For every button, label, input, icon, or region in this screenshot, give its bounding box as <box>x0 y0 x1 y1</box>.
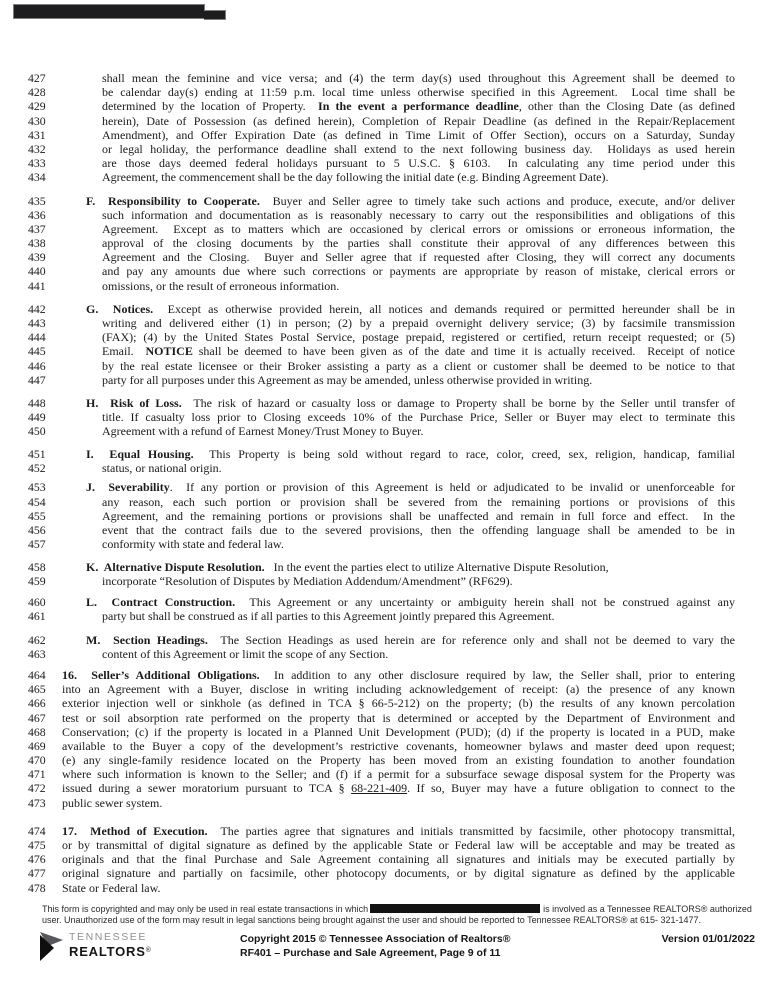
line-text <box>102 316 735 330</box>
line-text <box>62 739 735 753</box>
doc-line <box>0 114 772 128</box>
line-text <box>62 696 735 710</box>
doc-line <box>0 852 772 866</box>
doc-line <box>0 781 772 795</box>
doc-line <box>0 509 772 523</box>
line-text <box>86 194 735 208</box>
line-number: 462 <box>28 632 46 647</box>
line-number: 453 <box>28 480 46 495</box>
text-segment: into an Agreement with a Buyer, disclose in writing including acknowledgement of receipt: (a) the presence of any known <box>62 682 735 697</box>
line-number: 429 <box>28 99 46 114</box>
text-segment: be calendar day(s) ending at 11:59 p.m. local time unless otherwise specified in this Agreement. Local time shall be <box>102 85 735 100</box>
line-text <box>102 574 735 588</box>
line-number: 463 <box>28 646 46 661</box>
line-number: 450 <box>28 424 46 439</box>
line-number: 451 <box>28 446 46 461</box>
line-number: 473 <box>28 795 46 810</box>
fine-print-line1-pre: This form is copyrighted and may only be used in real estate transactions in which <box>42 904 369 914</box>
line-number: 456 <box>28 522 46 537</box>
text-segment: where such information is known to the Seller; and (f) if a permit for a subsurface sewage disposal system for the Property was <box>62 767 735 782</box>
line-text <box>102 114 735 128</box>
line-number: 475 <box>28 838 46 852</box>
doc-line <box>0 85 772 99</box>
line-text <box>62 838 735 852</box>
doc-line <box>0 495 772 509</box>
text-segment: determined by the location of Property. <box>102 99 319 114</box>
doc-line <box>0 250 772 264</box>
doc-line <box>0 396 772 410</box>
text-segment: Buyer and Seller agree to timely take such actions and produce, execute, and/or deliver <box>259 193 735 208</box>
doc-line <box>0 236 772 250</box>
doc-line <box>0 767 772 781</box>
line-number: 447 <box>28 372 46 387</box>
line-number: 470 <box>28 753 46 768</box>
line-number: 442 <box>28 301 46 316</box>
text-segment: party for all purposes under this Agreement as may be amended, unless otherwise provided in writing. <box>102 372 593 387</box>
text-segment: Agreement, the commencement shall be the day following the initial date (e.g. Binding Agreement Date). <box>102 170 609 185</box>
line-text <box>86 595 735 609</box>
text-segment: Agreement and the Closing. Buyer and Seller agree that if requested after Closing, they will correct any documents <box>102 250 735 265</box>
line-text <box>102 461 735 475</box>
text-segment: shall be deemed to have been given as of the date and time it is actually received. Receipt of notice <box>192 344 735 359</box>
text-segment: or by transmittal of digital signature as defined by the applicable State or Federal law will be acceptable and may be treated as <box>62 838 735 852</box>
line-text <box>62 824 735 838</box>
line-text <box>86 302 735 316</box>
line-text <box>102 222 735 236</box>
text-segment: Amendment), and Offer Expiration Date (as defined in Time Limit of Offer Section), occurs on a Saturday, Sunday <box>102 127 735 142</box>
text-segment: and pay any amounts due where such corrections or payments are appropriate by reason of mistake, clerical errors or <box>102 264 735 279</box>
line-text <box>102 71 735 85</box>
line-number: 440 <box>28 264 46 279</box>
doc-line <box>0 302 772 316</box>
text-segment: The Section Headings as used herein are for reference only and shall not be deemed to vary the <box>207 632 735 647</box>
doc-line <box>0 264 772 278</box>
footer-redaction-bar <box>370 904 540 913</box>
text-segment: incorporate “Resolution of Disputes by Mediation Addendum/Amendment” (RF629). <box>102 574 513 588</box>
line-text <box>62 767 735 781</box>
text-segment: Agreement with a refund of Earnest Money/Trust Money to Buyer. <box>102 424 424 439</box>
line-number: 472 <box>28 781 46 796</box>
fine-print-line1-post: is involved as a Tennessee REALTORS® authorized <box>543 904 752 914</box>
text-segment: The parties agree that signatures and initials transmitted by facsimile, other photocopy transmittal, <box>207 823 736 838</box>
doc-line <box>0 316 772 330</box>
line-text <box>86 447 735 461</box>
line-number: 466 <box>28 696 46 711</box>
doc-line <box>0 574 772 588</box>
text-segment: . If so, Buyer may have a future obligation to connect to the <box>407 781 735 796</box>
text-segment: In addition to any other disclosure required by law, the Seller shall, prior to entering <box>259 667 735 682</box>
doc-line <box>0 373 772 387</box>
doc-line <box>0 344 772 358</box>
line-number: 477 <box>28 866 46 881</box>
line-text <box>62 796 735 810</box>
doc-line <box>0 739 772 753</box>
text-segment: such information and documentation as is reasonably necessary to carry out the responsibilities and obligations of this <box>102 207 735 222</box>
line-number: 439 <box>28 250 46 265</box>
doc-line <box>0 222 772 236</box>
doc-line <box>0 170 772 184</box>
line-number: 430 <box>28 113 46 128</box>
logo-text-realtors: REALTORS® <box>69 944 152 959</box>
paragraph <box>0 194 772 293</box>
doc-line <box>0 208 772 222</box>
text-segment: In the event the parties elect to utilize Alternative Dispute Resolution, <box>264 559 609 574</box>
paragraph <box>0 824 772 895</box>
doc-line <box>0 279 772 293</box>
line-text <box>62 753 735 767</box>
line-text <box>102 359 735 373</box>
doc-line <box>0 99 772 113</box>
doc-line <box>0 824 772 838</box>
text-segment: title. If casualty loss prior to Closing exceeds 10% of the Purchase Price, Seller or Buyer may elect to terminate this <box>102 410 735 425</box>
line-text <box>102 537 735 551</box>
logo-text-tennessee: TENNESSEE <box>69 931 147 943</box>
text-segment: test or soil absorption rate performed on the property that is determined or accepted by the Department of Environment and <box>62 710 735 725</box>
line-text <box>86 480 735 494</box>
doc-line <box>0 647 772 661</box>
text-segment: J. Severability <box>86 480 170 495</box>
line-text <box>102 208 735 222</box>
text-segment: (FAX); (4) by the United States Postal Service, postage prepaid, registered or certified, return receipt requested; or (5) <box>102 330 735 345</box>
line-number: 467 <box>28 710 46 725</box>
line-number: 457 <box>28 537 46 552</box>
text-segment: event that the contract fails due to the severed provisions, then the offending language shall be amended to be in <box>102 522 735 537</box>
text-segment: writing and delivered either (1) in person; (2) by a prepaid overnight delivery service; (3) by facsimile transmission <box>102 316 735 330</box>
doc-line <box>0 725 772 739</box>
fine-print-line-2: user. Unauthorized use of the form may result in legal sanctions being brought against the user and should be reported to Tennessee REALTORS® at 615- 321-1477. <box>42 914 702 925</box>
line-text <box>102 236 735 250</box>
line-text <box>86 396 735 410</box>
text-segment: available to the Buyer a copy of the development’s restrictive covenants, homeowner bylaws and master deed upon request; <box>62 738 735 753</box>
paragraph <box>0 302 772 387</box>
doc-line <box>0 711 772 725</box>
doc-line <box>0 866 772 880</box>
text-segment: shall mean the feminine and vice versa; and (4) the term day(s) used throughout this Agreement shall be deemed to <box>102 71 735 85</box>
text-segment: Email. <box>102 344 146 359</box>
doc-line <box>0 560 772 574</box>
line-text <box>62 781 735 795</box>
text-segment: public sewer system. <box>62 795 163 810</box>
text-segment: Agreement. Except as to matters which are occasioned by clerical errors or omissions or erroneous information, the <box>102 221 735 236</box>
paragraph <box>0 595 772 623</box>
line-number: 433 <box>28 156 46 171</box>
line-text <box>102 279 735 293</box>
header-redaction-bar-small <box>204 10 226 20</box>
line-number: 468 <box>28 724 46 739</box>
text-segment: original signature and partially on facsimile, other photocopy documents, or by digital signature as defined by the applicable <box>62 866 735 881</box>
line-number: 444 <box>28 330 46 345</box>
doc-line <box>0 537 772 551</box>
doc-line <box>0 753 772 767</box>
line-number: 432 <box>28 141 46 156</box>
line-number: 431 <box>28 127 46 142</box>
text-segment: Conservation; (c) if the property is located in a Planned Unit Development (PUD); (d) if the property is located in a PUD, make <box>62 724 735 739</box>
text-segment: 17. Method of Execution. <box>62 823 208 838</box>
line-text <box>102 264 735 278</box>
line-number: 427 <box>28 71 46 85</box>
line-text <box>62 682 735 696</box>
doc-line <box>0 668 772 682</box>
doc-line <box>0 609 772 623</box>
text-segment: (e) any single-family residence located on the Property has been moved from an existing foundation to another foundation <box>62 753 735 768</box>
doc-line <box>0 71 772 85</box>
line-text <box>102 523 735 537</box>
line-text <box>62 711 735 725</box>
line-text <box>102 424 735 438</box>
text-segment: H. Risk of Loss. <box>86 395 182 410</box>
line-number: 437 <box>28 221 46 236</box>
doc-line <box>0 696 772 710</box>
doc-line <box>0 480 772 494</box>
text-segment: or legal holiday, the performance deadline shall extend to the next following business day. Holidays as used herein <box>102 141 735 156</box>
text-segment: I. Equal Housing. <box>86 446 194 461</box>
header-redaction-bar <box>13 4 205 19</box>
line-number: 478 <box>28 880 46 895</box>
line-text <box>102 373 735 387</box>
line-number: 441 <box>28 278 46 293</box>
text-segment: party but shall be construed as if all parties to this Agreement jointly prepared this Agreement. <box>102 608 555 623</box>
text-segment: omissions, or the result of erroneous information. <box>102 278 340 293</box>
doc-line <box>0 461 772 475</box>
copyright-line-1: Copyright 2015 © Tennessee Association of Realtors® <box>240 933 511 945</box>
doc-line <box>0 881 772 895</box>
line-text <box>102 410 735 424</box>
text-segment: . If any portion or provision of this Agreement is held or adjudicated to be invalid or unenforceable for <box>169 480 735 495</box>
text-segment: issued during a sewer moratorium pursuant to TCA § <box>62 781 352 796</box>
text-segment: originals and that the final Purchase and Sale Agreement containing all signatures and initials may be executed partially by <box>62 852 735 867</box>
line-number: 469 <box>28 738 46 753</box>
paragraph <box>0 71 772 185</box>
line-text <box>102 250 735 264</box>
text-segment: This Agreement or any uncertainty or ambiguity herein shall not be construed against any <box>235 594 735 609</box>
text-segment: L. Contract Construction. <box>86 594 236 609</box>
line-number: 446 <box>28 358 46 373</box>
line-text <box>102 142 735 156</box>
line-number: 448 <box>28 395 46 410</box>
doc-line <box>0 595 772 609</box>
text-segment: M. Section Headings. <box>86 632 208 647</box>
line-number: 454 <box>28 494 46 509</box>
line-text <box>62 852 735 866</box>
line-number: 435 <box>28 193 46 208</box>
line-number: 458 <box>28 559 46 574</box>
doc-line <box>0 523 772 537</box>
line-number: 445 <box>28 344 46 359</box>
text-segment: This Property is being sold without regard to race, color, creed, sex, religion, handicap, familial <box>193 446 735 461</box>
footer-version: Version 01/01/2022 <box>661 933 755 945</box>
line-number: 452 <box>28 460 46 475</box>
line-number: 464 <box>28 667 46 682</box>
doc-line <box>0 330 772 344</box>
text-segment: G. Notices. <box>86 301 154 316</box>
line-number: 471 <box>28 767 46 782</box>
document-body <box>0 71 772 895</box>
line-text <box>62 866 735 880</box>
line-number: 449 <box>28 410 46 425</box>
paragraph <box>0 668 772 810</box>
doc-line <box>0 682 772 696</box>
text-segment: The risk of hazard or casualty loss or damage to Property shall be borne by the Seller until transfer of <box>181 395 735 410</box>
text-segment: conformity with state and federal law. <box>102 537 284 552</box>
doc-line <box>0 796 772 810</box>
text-segment: any reason, each such portion or provision shall be severed from the remaining portions or provisions of this <box>102 494 735 509</box>
line-text <box>102 128 735 142</box>
tennessee-realtors-logo <box>38 931 152 963</box>
line-text <box>102 509 735 523</box>
line-text <box>102 85 735 99</box>
line-number: 459 <box>28 574 46 588</box>
paragraph <box>0 447 772 475</box>
text-segment: F. Responsibility to Cooperate. <box>86 193 260 208</box>
line-text <box>102 156 735 170</box>
line-number: 460 <box>28 594 46 609</box>
text-segment: status, or national origin. <box>102 460 222 475</box>
doc-line <box>0 156 772 170</box>
line-text <box>62 668 735 682</box>
line-number: 434 <box>28 170 46 185</box>
footer-copyright <box>240 933 510 960</box>
text-segment: exterior injection well or sinkhole (as defined in TCA § 66-5-212) on the property; (b) the results of any known percolation <box>62 696 735 711</box>
line-number: 474 <box>28 823 46 838</box>
copyright-line-2: RF401 – Purchase and Sale Agreement, Page 9 of 11 <box>240 946 501 959</box>
line-text <box>102 609 735 623</box>
doc-line <box>0 410 772 424</box>
text-segment: Except as otherwise provided herein, all notices and demands required or permitted hereunder shall be in <box>153 301 736 316</box>
text-segment: State or Federal law. <box>62 880 161 895</box>
text-segment: 68-221-409 <box>351 781 408 796</box>
doc-line <box>0 359 772 373</box>
text-segment: by the real estate licensee or their Broker assisting a party as a client or customer shall be deemed to be notice to that <box>102 358 735 373</box>
text-segment: In the event a performance deadline <box>318 99 519 114</box>
line-text <box>86 560 735 574</box>
doc-line <box>0 142 772 156</box>
text-segment: herein), Date of Possession (as defined herein), Completion of Repair Deadline (as defined in the Repair/Replacement <box>102 113 735 128</box>
line-text <box>102 170 735 184</box>
line-text <box>102 99 735 113</box>
text-segment: K. Alternative Dispute Resolution. <box>86 559 265 574</box>
text-segment: Agreement, and the remaining portions or provisions shall be unaffected and remain in full force and effect. In the <box>102 508 735 523</box>
paragraph <box>0 396 772 439</box>
line-text <box>62 725 735 739</box>
doc-line <box>0 838 772 852</box>
line-number: 443 <box>28 316 46 330</box>
text-segment: NOTICE <box>145 344 193 359</box>
text-segment: approval of the closing documents by the parties shall constitute their approval of any differences between this <box>102 236 735 251</box>
realtors-arrow-icon <box>38 931 64 963</box>
line-text <box>62 881 735 895</box>
footer-fine-print <box>42 904 762 926</box>
line-number: 455 <box>28 508 46 523</box>
paragraph <box>0 560 772 588</box>
line-number: 461 <box>28 608 46 623</box>
doc-line <box>0 128 772 142</box>
fine-print-line-1 <box>42 904 762 915</box>
text-segment: 16. Seller’s Additional Obligations. <box>62 667 260 682</box>
paragraph <box>0 480 772 551</box>
doc-line <box>0 194 772 208</box>
line-number: 465 <box>28 682 46 697</box>
registered-mark: ® <box>145 947 152 954</box>
doc-line <box>0 447 772 461</box>
text-segment: are those days deemed federal holidays pursuant to 5 U.S.C. § 6103. In calculating any time period under this <box>102 156 735 171</box>
doc-line <box>0 424 772 438</box>
doc-line <box>0 633 772 647</box>
line-text <box>102 495 735 509</box>
line-number: 438 <box>28 236 46 251</box>
line-number: 428 <box>28 85 46 100</box>
text-segment: content of this Agreement or limit the scope of any Section. <box>102 646 389 661</box>
text-segment: , other than the Closing Date (as defined <box>518 99 735 114</box>
line-text <box>102 330 735 344</box>
line-text <box>102 647 735 661</box>
line-number: 436 <box>28 207 46 222</box>
line-number: 476 <box>28 852 46 867</box>
paragraph <box>0 633 772 661</box>
line-text <box>86 633 735 647</box>
line-text <box>102 344 735 358</box>
